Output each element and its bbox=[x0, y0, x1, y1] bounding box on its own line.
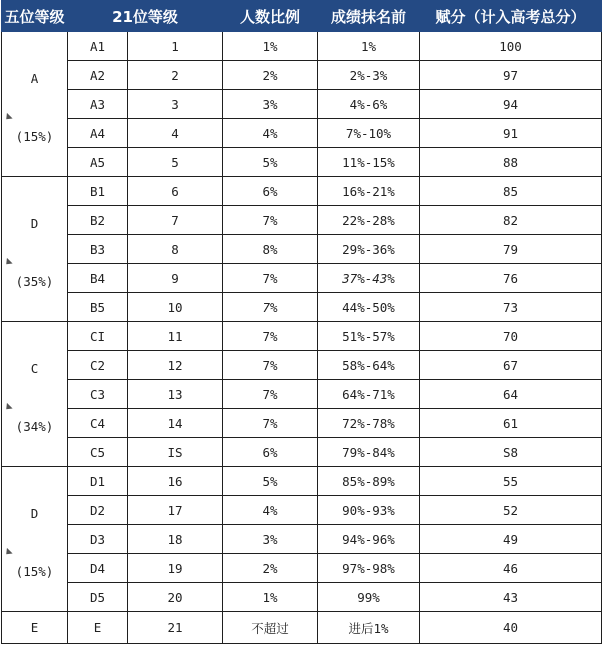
level-cell: A4 bbox=[68, 119, 128, 148]
num-cell: 11 bbox=[128, 322, 223, 351]
table-row bbox=[2, 438, 602, 467]
score-cell: 46 bbox=[420, 554, 602, 583]
score-cell: 100 bbox=[420, 32, 602, 61]
table-row bbox=[2, 525, 602, 554]
ratio-cell: 7% bbox=[223, 409, 318, 438]
table-row bbox=[2, 293, 602, 322]
ratio-cell: 1% bbox=[223, 32, 318, 61]
num-cell: 7 bbox=[128, 206, 223, 235]
cell-marker-icon bbox=[3, 113, 12, 122]
rank-cell: 11%-15% bbox=[318, 148, 420, 177]
num-cell: 1 bbox=[128, 32, 223, 61]
ratio-cell: 2% bbox=[223, 554, 318, 583]
level-cell: D5 bbox=[68, 583, 128, 612]
score-cell: 64 bbox=[420, 380, 602, 409]
rank-cell: 72%-78% bbox=[318, 409, 420, 438]
score-cell: 70 bbox=[420, 322, 602, 351]
rank-cell: 7%-10% bbox=[318, 119, 420, 148]
level-cell: D1 bbox=[68, 467, 128, 496]
grade-cell bbox=[2, 467, 68, 612]
ratio-cell: 4% bbox=[223, 119, 318, 148]
ratio-cell: 2% bbox=[223, 61, 318, 90]
table-row bbox=[2, 467, 602, 496]
num-cell: 2 bbox=[128, 61, 223, 90]
grade-cell: E bbox=[2, 612, 68, 644]
table-row bbox=[2, 496, 602, 525]
header-ratio: 人数比例 bbox=[223, 1, 318, 32]
level-cell: C3 bbox=[68, 380, 128, 409]
grade-letter: D bbox=[30, 216, 39, 231]
table-row bbox=[2, 554, 602, 583]
score-cell: 40 bbox=[420, 612, 602, 644]
rank-cell: 29%-36% bbox=[318, 235, 420, 264]
table-row bbox=[2, 206, 602, 235]
ratio-cell: 4% bbox=[223, 496, 318, 525]
score-cell: 79 bbox=[420, 235, 602, 264]
num-cell: IS bbox=[128, 438, 223, 467]
header-row bbox=[2, 1, 602, 32]
cell-marker-icon bbox=[3, 258, 12, 267]
ratio-cell: 5% bbox=[223, 148, 318, 177]
ratio-cell: 7% bbox=[223, 351, 318, 380]
num-cell: 10 bbox=[128, 293, 223, 322]
header-five-level: 五位等级 bbox=[2, 1, 68, 32]
rank-cell: 22%-28% bbox=[318, 206, 420, 235]
score-cell: 49 bbox=[420, 525, 602, 554]
table-row bbox=[2, 612, 602, 644]
level-cell: B4 bbox=[68, 264, 128, 293]
num-cell: 21 bbox=[128, 612, 223, 644]
num-cell: 18 bbox=[128, 525, 223, 554]
table-row bbox=[2, 380, 602, 409]
num-cell: 16 bbox=[128, 467, 223, 496]
num-cell: 3 bbox=[128, 90, 223, 119]
score-cell: 91 bbox=[420, 119, 602, 148]
level-cell: D2 bbox=[68, 496, 128, 525]
score-cell: 97 bbox=[420, 61, 602, 90]
num-cell: 20 bbox=[128, 583, 223, 612]
grade-percent: (15%) bbox=[15, 564, 54, 579]
ratio-cell: 1% bbox=[223, 583, 318, 612]
score-cell: S8 bbox=[420, 438, 602, 467]
table-row bbox=[2, 90, 602, 119]
level-cell: C4 bbox=[68, 409, 128, 438]
score-cell: 94 bbox=[420, 90, 602, 119]
rank-cell: 51%-57% bbox=[318, 322, 420, 351]
rank-cell: 1% bbox=[318, 32, 420, 61]
level-cell: CI bbox=[68, 322, 128, 351]
score-cell: 88 bbox=[420, 148, 602, 177]
num-cell: 19 bbox=[128, 554, 223, 583]
ratio-cell: 7% bbox=[223, 380, 318, 409]
grade-percent: (35%) bbox=[15, 274, 54, 289]
num-cell: 5 bbox=[128, 148, 223, 177]
ratio-cell: 8% bbox=[223, 235, 318, 264]
level-cell: B3 bbox=[68, 235, 128, 264]
header-21-level: 21位等级 bbox=[68, 1, 223, 32]
cell-marker-icon bbox=[3, 403, 12, 412]
level-cell: A2 bbox=[68, 61, 128, 90]
level-cell: D3 bbox=[68, 525, 128, 554]
table-row bbox=[2, 409, 602, 438]
level-cell: B2 bbox=[68, 206, 128, 235]
grade-cell bbox=[2, 177, 68, 322]
grade-letter: C bbox=[30, 361, 39, 376]
rank-cell: 94%-96% bbox=[318, 525, 420, 554]
rank-cell: 37%-43% bbox=[318, 264, 420, 293]
ratio-cell: 7% bbox=[223, 293, 318, 322]
rank-cell: 2%-3% bbox=[318, 61, 420, 90]
table-row bbox=[2, 583, 602, 612]
ratio-cell: 不超过 bbox=[223, 612, 318, 644]
level-cell: E bbox=[68, 612, 128, 644]
score-cell: 52 bbox=[420, 496, 602, 525]
num-cell: 13 bbox=[128, 380, 223, 409]
num-cell: 4 bbox=[128, 119, 223, 148]
score-cell: 61 bbox=[420, 409, 602, 438]
num-cell: 6 bbox=[128, 177, 223, 206]
header-score: 赋分（计入高考总分） bbox=[420, 1, 602, 32]
grade-letter: D bbox=[30, 506, 39, 521]
score-cell: 67 bbox=[420, 351, 602, 380]
ratio-cell: 7% bbox=[223, 322, 318, 351]
score-cell: 82 bbox=[420, 206, 602, 235]
ratio-cell: 7% bbox=[223, 264, 318, 293]
table-row bbox=[2, 177, 602, 206]
rank-cell: 97%-98% bbox=[318, 554, 420, 583]
num-cell: 8 bbox=[128, 235, 223, 264]
table-row bbox=[2, 351, 602, 380]
rank-cell: 79%-84% bbox=[318, 438, 420, 467]
level-cell: D4 bbox=[68, 554, 128, 583]
level-cell: A3 bbox=[68, 90, 128, 119]
table-row bbox=[2, 148, 602, 177]
level-cell: A1 bbox=[68, 32, 128, 61]
score-cell: 43 bbox=[420, 583, 602, 612]
num-cell: 14 bbox=[128, 409, 223, 438]
score-cell: 73 bbox=[420, 293, 602, 322]
table-row bbox=[2, 235, 602, 264]
table-row bbox=[2, 119, 602, 148]
score-cell: 85 bbox=[420, 177, 602, 206]
rank-cell: 64%-71% bbox=[318, 380, 420, 409]
num-cell: 12 bbox=[128, 351, 223, 380]
rank-cell: 44%-50% bbox=[318, 293, 420, 322]
level-cell: A5 bbox=[68, 148, 128, 177]
ratio-cell: 7% bbox=[223, 206, 318, 235]
grade-cell bbox=[2, 322, 68, 467]
num-cell: 17 bbox=[128, 496, 223, 525]
rank-cell: 85%-89% bbox=[318, 467, 420, 496]
ratio-cell: 6% bbox=[223, 438, 318, 467]
table-row bbox=[2, 61, 602, 90]
grade-conversion-table bbox=[1, 0, 602, 644]
rank-cell: 16%-21% bbox=[318, 177, 420, 206]
level-cell: C5 bbox=[68, 438, 128, 467]
rank-cell: 90%-93% bbox=[318, 496, 420, 525]
cell-marker-icon bbox=[3, 548, 12, 557]
ratio-cell: 5% bbox=[223, 467, 318, 496]
grade-percent: (34%) bbox=[15, 419, 54, 434]
score-cell: 76 bbox=[420, 264, 602, 293]
score-cell: 55 bbox=[420, 467, 602, 496]
ratio-cell: 3% bbox=[223, 90, 318, 119]
grade-percent: (15%) bbox=[15, 129, 54, 144]
table-row bbox=[2, 32, 602, 61]
table-row bbox=[2, 322, 602, 351]
level-cell: C2 bbox=[68, 351, 128, 380]
table-row bbox=[2, 264, 602, 293]
ratio-cell: 3% bbox=[223, 525, 318, 554]
grade-letter: A bbox=[30, 71, 39, 86]
rank-cell: 58%-64% bbox=[318, 351, 420, 380]
grade-cell bbox=[2, 32, 68, 177]
level-cell: B5 bbox=[68, 293, 128, 322]
ratio-cell: 6% bbox=[223, 177, 318, 206]
num-cell: 9 bbox=[128, 264, 223, 293]
rank-cell: 99% bbox=[318, 583, 420, 612]
rank-cell: 4%-6% bbox=[318, 90, 420, 119]
level-cell: B1 bbox=[68, 177, 128, 206]
rank-cell: 进后1% bbox=[318, 612, 420, 644]
header-rank: 成绩抹名前 bbox=[318, 1, 420, 32]
